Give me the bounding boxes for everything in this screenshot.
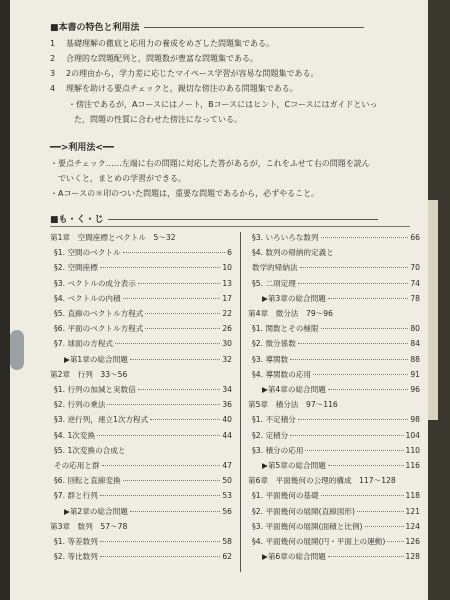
toc-review-row xyxy=(64,355,232,365)
page-edge xyxy=(428,200,438,420)
feature-item-2 xyxy=(50,53,410,64)
toc-page-number: 56 xyxy=(222,506,232,516)
toc-leader-dots xyxy=(145,328,220,329)
toc-section-row xyxy=(54,339,232,349)
toc-leader-dots xyxy=(305,450,403,451)
toc-label: ▶第4章の総合問題 xyxy=(262,385,326,394)
toc-review-row xyxy=(262,461,420,471)
toc-label: §5. 二項定理 xyxy=(252,278,296,288)
toc-chapter-row xyxy=(248,400,420,410)
toc-label: §4. 平面幾何の展開(円・平面上の運動) xyxy=(252,537,386,546)
toc-page-number: 22 xyxy=(222,309,232,318)
book-page xyxy=(10,0,428,600)
toc-label: §2. 定積分 xyxy=(252,430,289,440)
toc-leader-dots xyxy=(321,495,404,496)
toc-section-row xyxy=(252,507,420,517)
toc-label: その応用と群 xyxy=(54,461,100,470)
toc-label: §2. 等比数列 xyxy=(54,552,98,562)
toc-section-row xyxy=(252,324,420,334)
toc-section-row xyxy=(252,233,420,243)
toc-section-row xyxy=(252,263,420,273)
toc-leader-dots xyxy=(298,283,408,284)
toc-page-number: 104 xyxy=(405,430,420,440)
toc-page-number: 121 xyxy=(405,506,420,516)
toc-label: §1. 行列の加減と実数倍 xyxy=(54,385,136,394)
toc-label: §2. 平面幾何の展開(直線図形) xyxy=(252,506,355,516)
toc-page-number: 53 xyxy=(222,491,232,501)
toc-label: §1. 空間のベクトル xyxy=(54,248,121,258)
toc-label: §6. 回転と直線変換 xyxy=(54,476,121,486)
toc-label: §3. 導関数 xyxy=(252,354,289,364)
toc-label: ▶第2章の総合問題 xyxy=(64,506,128,516)
toc-page-number: 36 xyxy=(222,400,232,410)
toc-leader-dots xyxy=(387,541,403,542)
item-num: 1 xyxy=(50,39,56,48)
toc-leader-dots xyxy=(115,343,220,344)
toc-label: 第1章 空間座標とベクトル 5〜32 xyxy=(50,233,176,242)
usage-line-2: でいくと，まとめの学習ができる。 xyxy=(58,174,186,183)
toc-leader-dots xyxy=(123,480,221,481)
toc-section-row xyxy=(252,522,420,532)
toc-leader-dots xyxy=(138,389,221,390)
toc-label: §3. 逆行列，連立1次方程式 xyxy=(54,415,149,425)
toc-page-number: 84 xyxy=(410,339,420,349)
toc-leader-dots xyxy=(290,435,403,436)
toc-page-number: 44 xyxy=(222,430,232,440)
toc-section-row xyxy=(252,446,420,456)
toc-label: §4. 導関数の応用 xyxy=(252,369,312,379)
toc-label: §1. 不定積分 xyxy=(252,415,296,425)
toc-page-number: 128 xyxy=(405,552,420,562)
toc-section-row xyxy=(252,491,420,501)
toc-section-row xyxy=(54,476,232,486)
toc-leader-dots xyxy=(123,298,221,299)
toc-label: §1. 等差数列 xyxy=(54,537,98,546)
toc-leader-dots xyxy=(328,465,404,466)
toc-page-number: 62 xyxy=(222,552,232,562)
toc-label: §4. 1次変換 xyxy=(54,430,96,440)
toc-leader-dots xyxy=(298,343,408,344)
toc-review-row xyxy=(262,385,420,395)
toc-label: ▶第1章の総合問題 xyxy=(64,354,128,364)
usage-heading: ━━>利用法<━━ xyxy=(50,143,114,153)
toc-section-row xyxy=(54,324,232,334)
feature-item-1 xyxy=(50,38,410,49)
toc-page-number: 118 xyxy=(405,491,420,501)
toc-leader-dots xyxy=(100,267,220,268)
toc-label: ▶第6章の総合問題 xyxy=(262,552,326,562)
feature-note-1: ・傍注であるが，Aコースにはノート，Bコースにはヒント，Cコースにはガイドといっ xyxy=(68,100,378,109)
toc-page-number: 66 xyxy=(410,233,420,242)
toc-section-row xyxy=(252,537,420,547)
toc-page-number: 98 xyxy=(410,415,420,425)
toc-section-row xyxy=(54,294,232,304)
toc-label: 数学的帰納法 xyxy=(252,263,298,273)
toc-top-rule xyxy=(50,226,410,227)
toc-leader-dots xyxy=(298,419,408,420)
toc-label: 第4章 微分法 79〜96 xyxy=(248,309,333,318)
toc-label: §7. 群と行列 xyxy=(54,491,98,501)
toc-page-number: 74 xyxy=(410,278,420,288)
toc-page-number: 96 xyxy=(410,385,420,394)
toc-label: §5. 直線のベクトル方程式 xyxy=(54,309,144,318)
toc-leader-dots xyxy=(107,404,220,405)
toc-label: §3. いろいろな数列 xyxy=(252,233,319,242)
toc-chapter-row xyxy=(50,370,232,380)
toc-label: §6. 平面のベクトル方程式 xyxy=(54,324,144,334)
features-heading xyxy=(50,20,364,33)
toc-page-number: 116 xyxy=(405,461,420,470)
toc-page-number: 26 xyxy=(222,324,232,334)
toc-page-number: 17 xyxy=(222,293,232,303)
toc-label: ▶第3章の総合問題 xyxy=(262,293,326,303)
toc-label: §4. ベクトルの内積 xyxy=(54,293,121,303)
toc-section-row xyxy=(54,279,232,289)
feature-item-4 xyxy=(50,83,410,94)
toc-section-row xyxy=(252,431,420,441)
item-num: 4 xyxy=(50,84,56,93)
toc-review-row xyxy=(262,552,420,562)
toc-label: §5. 1次変換の合成と xyxy=(54,445,126,455)
toc-chapter-row xyxy=(248,476,420,486)
toc-page-number: 10 xyxy=(222,263,232,273)
toc-page-number: 126 xyxy=(405,537,420,546)
toc-page-number: 13 xyxy=(222,278,232,288)
item-text: 理解を助ける要点チェックと，親切な傍注のある問題集である。 xyxy=(66,84,298,93)
toc-section-row xyxy=(54,431,232,441)
item-text: 合理的な問題配列と，問題数が豊富な問題集である。 xyxy=(66,54,258,63)
contents-heading xyxy=(50,212,378,225)
toc-section-row xyxy=(252,355,420,365)
toc-label: §3. 平面幾何の展開(面積と比例) xyxy=(252,521,363,531)
toc-page-number: 6 xyxy=(227,248,232,258)
toc-page-number: 30 xyxy=(222,339,232,349)
toc-leader-dots xyxy=(100,495,220,496)
toc-section-row xyxy=(54,491,232,501)
features-title: ■本書の特色と利用法 xyxy=(50,23,140,33)
toc-leader-dots xyxy=(357,511,404,512)
usage-line-3: ・Aコースの＊印のついた問題は，重要な問題であるから，必ずやること。 xyxy=(50,189,320,198)
toc-section-row xyxy=(252,339,420,349)
toc-section-row xyxy=(54,400,232,410)
toc-section-row xyxy=(54,415,232,425)
toc-leader-dots xyxy=(321,237,409,238)
heading-rule xyxy=(144,27,364,28)
toc-leader-dots xyxy=(130,359,221,360)
toc-page-number: 50 xyxy=(222,476,232,486)
toc-label: §4. 数列の帰納的定義と xyxy=(252,248,334,258)
toc-leader-dots xyxy=(328,389,409,390)
toc-review-row xyxy=(262,294,420,304)
toc-chapter-row xyxy=(248,309,420,319)
toc-page-number: 78 xyxy=(410,293,420,303)
toc-label: ▶第5章の総合問題 xyxy=(262,461,326,470)
toc-page-number: 40 xyxy=(222,415,232,425)
toc-section-row xyxy=(54,537,232,547)
toc-column-divider xyxy=(240,232,241,572)
item-num: 3 xyxy=(50,69,56,78)
toc-label: §3. 積分の応用 xyxy=(252,445,304,455)
usage-line-1: ・要点チェック……左端に右の問題に対応した答があるが，これをふせて右の問題を読ん xyxy=(50,159,370,168)
toc-page-number: 80 xyxy=(410,324,420,334)
toc-leader-dots xyxy=(100,541,220,542)
toc-label: §2. 行列の乗法 xyxy=(54,400,106,410)
toc-label: 第2章 行列 33〜56 xyxy=(50,369,128,379)
toc-leader-dots xyxy=(290,359,408,360)
toc-chapter-row xyxy=(50,233,232,243)
toc-section-row xyxy=(54,385,232,395)
toc-section-row xyxy=(252,415,420,425)
item-text: 基礎理解の徹底と応用力の養成をめざした問題集である。 xyxy=(66,39,274,48)
toc-label: §2. 微分係数 xyxy=(252,339,296,349)
toc-section-row xyxy=(54,461,232,471)
toc-leader-dots xyxy=(123,252,226,253)
toc-leader-dots xyxy=(328,556,404,557)
toc-section-row xyxy=(252,248,420,258)
contents-title: ■も・く・じ xyxy=(50,215,104,225)
toc-page-number: 32 xyxy=(222,354,232,364)
toc-leader-dots xyxy=(100,556,220,557)
toc-section-row xyxy=(54,552,232,562)
toc-leader-dots xyxy=(138,283,221,284)
toc-label: §3. ベクトルの成分表示 xyxy=(54,278,136,288)
item-num: 2 xyxy=(50,54,56,63)
toc-leader-dots xyxy=(313,374,408,375)
adjacent-page-edge xyxy=(428,0,450,600)
toc-section-row xyxy=(54,446,232,456)
heading-rule xyxy=(108,219,378,220)
toc-leader-dots xyxy=(102,465,221,466)
item-text: 2の理由から，学力差に応じたマイペース学習が容易な問題集である。 xyxy=(66,69,319,78)
toc-section-row xyxy=(252,279,420,289)
toc-page-number: 58 xyxy=(222,537,232,546)
binder-clip xyxy=(10,330,24,370)
toc-section-row xyxy=(54,248,232,258)
toc-leader-dots xyxy=(365,526,404,527)
toc-leader-dots xyxy=(145,313,220,314)
toc-label: 第5章 積分法 97〜116 xyxy=(248,400,338,410)
toc-label: 第3章 数列 57〜78 xyxy=(50,521,128,531)
toc-leader-dots xyxy=(321,328,409,329)
toc-review-row xyxy=(64,507,232,517)
toc-page-number: 124 xyxy=(405,521,420,531)
toc-section-row xyxy=(54,309,232,319)
toc-leader-dots xyxy=(150,419,220,420)
toc-label: 第6章 平面幾何の公理的構成 117〜128 xyxy=(248,476,396,486)
toc-page-number: 47 xyxy=(222,461,232,470)
toc-page-number: 110 xyxy=(405,445,420,455)
feature-note-2: た，問題の性質に合わせた傍注になっている。 xyxy=(74,115,242,124)
toc-page-number: 34 xyxy=(222,385,232,394)
toc-leader-dots xyxy=(97,435,220,436)
toc-label: §1. 平面幾何の基礎 xyxy=(252,491,319,501)
toc-leader-dots xyxy=(300,267,409,268)
toc-label: §2. 空間座標 xyxy=(54,263,98,273)
toc-section-row xyxy=(54,263,232,273)
toc-page-number: 88 xyxy=(410,354,420,364)
feature-item-3 xyxy=(50,68,410,79)
toc-page-number: 70 xyxy=(410,263,420,273)
toc-chapter-row xyxy=(50,522,232,532)
toc-leader-dots xyxy=(328,298,409,299)
toc-label: §1. 関数とその極限 xyxy=(252,324,319,334)
toc-section-row xyxy=(252,370,420,380)
toc-label: §7. 球面の方程式 xyxy=(54,339,114,349)
toc-page-number: 91 xyxy=(410,369,420,379)
toc-leader-dots xyxy=(130,511,221,512)
